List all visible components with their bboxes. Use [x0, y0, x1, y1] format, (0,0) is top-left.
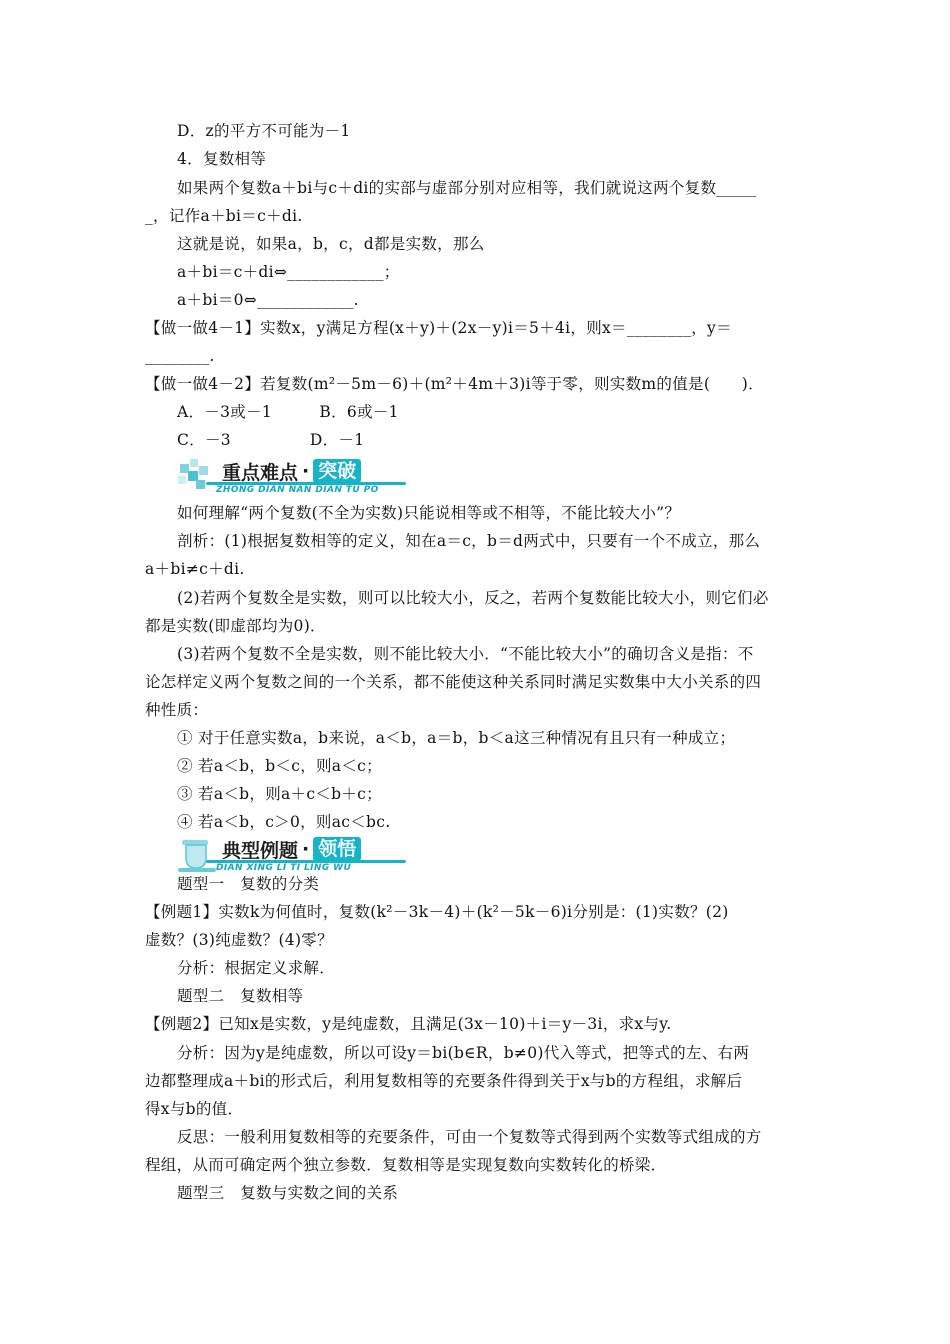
- option-d-line: D．z的平方不可能为－1: [177, 122, 351, 140]
- banner-title-text: 典型例题: [222, 839, 299, 862]
- paragraph-line: _，记作a＋bi＝c＋di.: [145, 207, 303, 225]
- property-item: ④ 若a＜b，c＞0，则ac＜bc.: [177, 813, 391, 831]
- analysis-line: 分析：因为y是纯虚数，所以可设y＝bi(b∈R，b≠0)代入等式，把等式的左、右两: [177, 1044, 750, 1062]
- exercise-4-1: 【做一做4－1】实数x，y满足方程(x＋y)＋(2x－y)i＝5＋4i，则x＝________，y＝: [145, 319, 732, 337]
- equation-line: a＋bi＝c＋di⇔____________；: [177, 263, 400, 281]
- reflection-line: 程组，从而可确定两个独立参数．复数相等是实现复数向实数转化的桥梁．: [145, 1156, 667, 1174]
- paragraph-line: 这就是说，如果a，b，c，d都是实数，那么: [177, 235, 485, 253]
- banner-pinyin: DIAN XING LI TI LING WU: [216, 863, 352, 873]
- analysis-line: 分析：根据定义求解．: [177, 959, 336, 977]
- banner-tag: 突破: [313, 459, 361, 483]
- options-cd: C．－3 D．－1: [177, 431, 365, 449]
- example-1: 【例题1】实数k为何值时，复数(k²－3k－4)＋(k²－5k－6)i分别是：(1)实数？(2): [145, 903, 729, 921]
- analysis-line: 都是实数(即虚部均为0)．: [145, 617, 326, 635]
- question-line: 如何理解“两个复数(不全为实数)只能说相等或不相等，不能比较大小”？: [177, 504, 681, 522]
- problem-type-heading: 题型二 复数相等: [177, 987, 304, 1005]
- analysis-line: 得x与b的值．: [145, 1100, 244, 1118]
- banner-title-text: 重点难点: [222, 461, 299, 484]
- property-item: ③ 若a＜b，则a＋c＜b＋c；: [177, 785, 382, 803]
- section-banner-examples: [176, 834, 416, 878]
- banner-dot: ·: [302, 460, 310, 482]
- analysis-line: (2)若两个复数全是实数，则可以比较大小，反之，若两个复数能比较大小，则它们必: [177, 589, 769, 607]
- cubes-icon: [176, 456, 220, 500]
- section-heading-complex-equality: 4．复数相等: [177, 150, 267, 168]
- analysis-line: 种性质：: [145, 701, 209, 719]
- banner-dot: ·: [302, 838, 310, 860]
- equation-line: a＋bi＝0⇔____________.: [177, 291, 359, 309]
- analysis-line: 边都整理成a＋bi的形式后，利用复数相等的充要条件得到关于x与b的方程组，求解后: [145, 1072, 743, 1090]
- example-1-continued: 虚数？(3)纯虚数？(4)零？: [145, 931, 333, 949]
- options-ab: A．－3或－1 B．6或－1: [177, 403, 399, 421]
- exercise-4-2: 【做一做4－2】若复数(m²－5m－6)＋(m²＋4m＋3)i等于零，则实数m的值是( )．: [145, 375, 764, 393]
- banner-title: [222, 458, 361, 484]
- example-2: 【例题2】已知x是实数，y是纯虚数，且满足(3x－10)＋i＝y－3i，求x与y.: [145, 1015, 672, 1033]
- exercise-4-1-continued: ________.: [145, 347, 215, 365]
- banner-title: [222, 836, 361, 862]
- reflection-line: 反思：一般利用复数相等的充要条件，可由一个复数等式得到两个实数等式组成的方: [177, 1128, 762, 1146]
- paragraph-line: 如果两个复数a＋bi与c＋di的实部与虚部分别对应相等，我们就说这两个复数_____: [177, 179, 757, 197]
- problem-type-heading: 题型一 复数的分类: [177, 875, 320, 893]
- beaker-icon: [176, 834, 220, 878]
- problem-type-heading: 题型三 复数与实数之间的关系: [177, 1184, 399, 1202]
- analysis-line: 剖析：(1)根据复数相等的定义，知在a＝c，b＝d两式中，只要有一个不成立，那么: [177, 532, 761, 550]
- banner-pinyin: ZHONG DIAN NAN DIAN TU PO: [216, 485, 379, 495]
- analysis-line: 论怎样定义两个复数之间的一个关系，都不能使这种关系同时满足实数集中大小关系的四: [145, 673, 762, 691]
- section-banner-key-points: [176, 456, 416, 500]
- property-item: ② 若a＜b，b＜c，则a＜c；: [177, 757, 382, 775]
- analysis-line: a＋bi≠c＋di.: [145, 560, 245, 578]
- property-item: ① 对于任意实数a，b来说，a＜b，a＝b，b＜a这三种情况有且只有一种成立；: [177, 729, 736, 747]
- banner-tag: 领悟: [313, 837, 361, 861]
- analysis-line: (3)若两个复数不全是实数，则不能比较大小．“不能比较大小”的确切含义是指：不: [177, 645, 754, 663]
